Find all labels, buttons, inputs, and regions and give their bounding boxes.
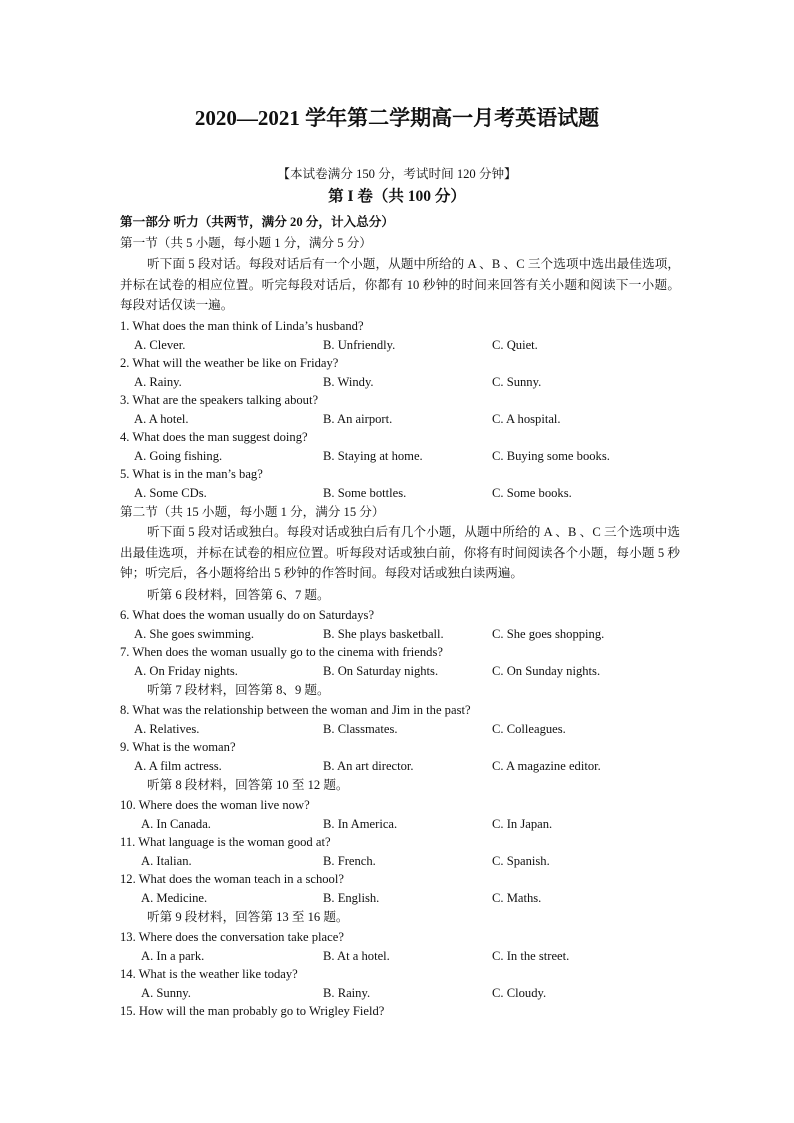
section-heading: 第一节（共 5 小题，每小题 1 分，满分 5 分） [120,236,372,250]
option-a: A. Italian. [141,854,192,868]
option-a: A. In a park. [141,949,205,963]
option-c: C. Some books. [492,486,572,500]
question-text: 12. What does the woman teach in a school? [120,872,344,886]
material-note: 听第 6 段材料，回答第 6、7 题。 [147,588,330,602]
question-text: 2. What will the weather be like on Friday? [120,356,339,370]
option-c: C. In Japan. [492,817,553,831]
option-c: C. Quiet. [492,338,538,352]
option-c: C. Cloudy. [492,986,547,1000]
question-text: 15. How will the man probably go to Wrigley Field? [120,1004,385,1018]
section-instruction: 听下面 5 段对话。每段对话后有一个小题，从题中所给的 A 、B 、C 三个选项中选出最佳选项，并标在试卷的相应位置。听完每段对话后，你都有 10 秒钟的时间来回答有关小题和阅读下一小题。每段对话仅读一遍。 [120,257,680,312]
option-b: B. In America. [323,817,398,831]
option-b: B. French. [323,854,376,868]
option-a: A. She goes swimming. [134,627,254,641]
question-text: 9. What is the woman? [120,740,236,754]
option-b: B. Rainy. [323,986,371,1000]
option-a: A. Some CDs. [134,486,207,500]
option-c: C. Sunny. [492,375,542,389]
option-c: C. In the street. [492,949,570,963]
option-a: A. In Canada. [141,817,211,831]
question-text: 14. What is the weather like today? [120,967,298,981]
option-c: C. She goes shopping. [492,627,605,641]
material-note: 听第 9 段材料，回答第 13 至 16 题。 [147,910,349,924]
option-c: C. On Sunday nights. [492,664,601,678]
section-instruction: 听下面 5 段对话或独白。每段对话或独白后有几个小题，从题中所给的 A 、B 、C 三个选项中选出最佳选项，并标在试卷的相应位置。听每段对话或独白前，你将有时间阅读各个小题，每小题 5 秒钟；听完后，各小题将给出 5 秒钟的作答时间。每段对话或独白读两遍。 [120,525,680,580]
option-a: A. On Friday nights. [134,664,238,678]
option-a: A. A hotel. [134,412,189,426]
option-a: A. Rainy. [134,375,182,389]
option-c: C. Colleagues. [492,722,566,736]
question-text: 4. What does the man suggest doing? [120,430,308,444]
option-b: B. She plays basketball. [323,627,444,641]
page-title: 2020—2021 学年第二学期高一月考英语试题 [194,106,600,130]
option-c: C. Spanish. [492,854,550,868]
section-heading: 第二节（共 15 小题，每小题 1 分，满分 15 分） [120,505,385,519]
material-note: 听第 8 段材料，回答第 10 至 12 题。 [147,778,349,792]
option-c: C. A hospital. [492,412,561,426]
option-b: B. At a hotel. [323,949,390,963]
question-text: 11. What language is the woman good at? [120,835,331,849]
option-c: C. A magazine editor. [492,759,601,773]
question-text: 3. What are the speakers talking about? [120,393,319,407]
option-b: B. An art director. [323,759,414,773]
option-b: B. Staying at home. [323,449,423,463]
material-note: 听第 7 段材料，回答第 8、9 题。 [147,683,330,697]
option-c: C. Buying some books. [492,449,610,463]
option-a: A. Going fishing. [134,449,223,463]
option-a: A. A film actress. [134,759,222,773]
question-text: 10. Where does the woman live now? [120,798,310,812]
option-b: B. Unfriendly. [323,338,396,352]
question-text: 13. Where does the conversation take place? [120,930,344,944]
volume-heading: 第 I 卷（共 100 分） [328,188,466,205]
option-b: B. English. [323,891,380,905]
option-a: A. Relatives. [134,722,200,736]
option-b: B. An airport. [323,412,393,426]
question-text: 1. What does the man think of Linda’s husband? [120,319,364,333]
question-text: 7. When does the woman usually go to the cinema with friends? [120,645,443,659]
option-a: A. Clever. [134,338,186,352]
option-b: B. Windy. [323,375,374,389]
part-heading: 第一部分 听力（共两节，满分 20 分，计入总分） [120,215,394,229]
question-text: 6. What does the woman usually do on Saturdays? [120,608,375,622]
option-a: A. Sunny. [141,986,191,1000]
option-a: A. Medicine. [141,891,208,905]
question-text: 8. What was the relationship between the woman and Jim in the past? [120,703,471,717]
exam-note: 【本试卷满分 150 分，考试时间 120 分钟】 [277,167,517,181]
question-text: 5. What is in the man’s bag? [120,467,263,481]
option-c: C. Maths. [492,891,542,905]
option-b: B. Classmates. [323,722,398,736]
option-b: B. Some bottles. [323,486,407,500]
option-b: B. On Saturday nights. [323,664,439,678]
